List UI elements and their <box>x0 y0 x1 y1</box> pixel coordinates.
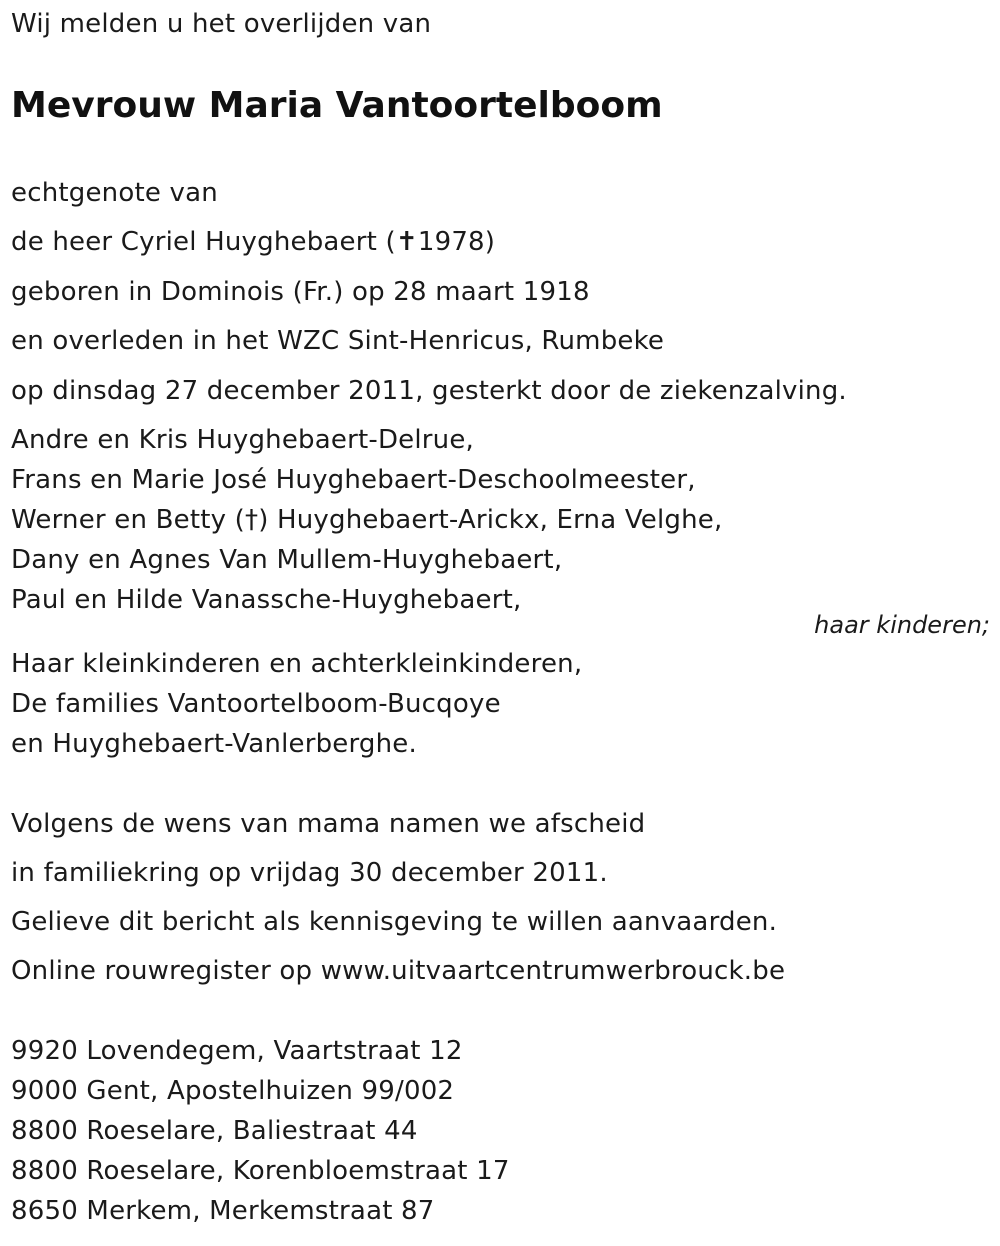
online-register-line: Online rouwregister op www.uitvaartcentrumwerbrouck.be <box>11 956 786 986</box>
address-line: 8800 Roeselare, Baliestraat 44 <box>11 1116 418 1146</box>
address-line: 9920 Lovendegem, Vaartstraat 12 <box>11 1036 463 1066</box>
farewell-line: in familiekring op vrijdag 30 december 2011. <box>11 858 608 888</box>
address-line: 8650 Merkem, Merkemstraat 87 <box>11 1196 435 1226</box>
address-line: 8800 Roeselare, Korenbloemstraat 17 <box>11 1156 510 1186</box>
farewell-line: Gelieve dit bericht als kennisgeving te willen aanvaarden. <box>11 907 778 937</box>
family-line: De families Vantoortelboom-Bucqoye <box>11 689 501 719</box>
child-line: Frans en Marie José Huyghebaert-Deschoolmeester, <box>11 465 696 495</box>
child-line: Werner en Betty (†) Huyghebaert-Arickx, Erna Velghe, <box>11 505 723 535</box>
intro-text: Wij melden u het overlijden van <box>11 9 432 39</box>
detail-line: op dinsdag 27 december 2011, gesterkt door de ziekenzalving. <box>11 376 847 406</box>
children-label: haar kinderen; <box>814 611 990 639</box>
detail-line: en overleden in het WZC Sint-Henricus, Rumbeke <box>11 326 665 356</box>
farewell-line: Volgens de wens van mama namen we afscheid <box>11 809 646 839</box>
detail-line: geboren in Dominois (Fr.) op 28 maart 1918 <box>11 277 590 307</box>
family-line: Haar kleinkinderen en achterkleinkinderen, <box>11 649 583 679</box>
detail-line: echtgenote van <box>11 178 218 208</box>
detail-line: de heer Cyriel Huyghebaert (✝1978) <box>11 227 496 257</box>
child-line: Andre en Kris Huyghebaert-Delrue, <box>11 425 475 455</box>
address-line: 9000 Gent, Apostelhuizen 99/002 <box>11 1076 455 1106</box>
child-line: Dany en Agnes Van Mullem-Huyghebaert, <box>11 545 563 575</box>
child-line: Paul en Hilde Vanassche-Huyghebaert, <box>11 585 522 615</box>
deceased-name: Mevrouw Maria Vantoortelboom <box>11 85 663 126</box>
family-line: en Huyghebaert-Vanlerberghe. <box>11 729 417 759</box>
